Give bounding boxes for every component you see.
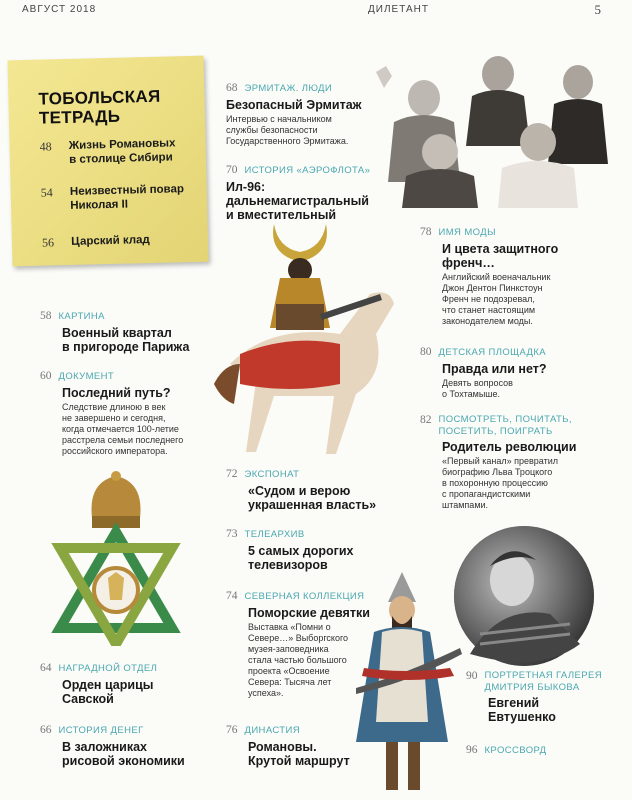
category-label: КАРТИНА: [58, 311, 105, 322]
notebook-title: ТОБОЛЬСКАЯ ТЕТРАДЬ: [38, 86, 161, 128]
page-number: 74: [226, 590, 238, 602]
entry-description: Девять вопросов о Тохтамыше.: [442, 378, 513, 399]
toc-entry-aeroflot[interactable]: [226, 160, 370, 222]
toc-entry-portrait-gallery[interactable]: [466, 670, 602, 724]
entry-title: Военный квартал в пригороде Парижа: [62, 326, 190, 354]
entry-title: Романовы. Крутой маршрут: [248, 740, 350, 768]
entry-page-number: 54: [40, 185, 53, 200]
notebook-entry[interactable]: [39, 136, 176, 167]
entry-title: Правда или нет?: [442, 362, 547, 376]
page-number: 76: [226, 724, 238, 736]
page-number: 64: [40, 662, 52, 674]
page-number: 66: [40, 724, 52, 736]
category-label: ЭКСПОНАТ: [244, 469, 300, 480]
entry-title: Неизвестный повар Николая II: [69, 183, 185, 212]
page-number: 5: [594, 2, 602, 17]
category-label: ДОКУМЕНТ: [58, 371, 115, 382]
page-number: 68: [226, 82, 238, 94]
entry-description: Следствие длиною в век не завершено и сегодня, когда отмечается 100-летие расстрела семьи последнего российского императора.: [62, 402, 184, 456]
category-label: ЭРМИТАЖ. ЛЮДИ: [244, 83, 333, 94]
entry-page-number: 56: [41, 235, 55, 250]
category-label: ПОСМОТРЕТЬ, ПОЧИТАТЬ, ПОСЕТИТЬ, ПОИГРАТЬ: [438, 414, 572, 437]
entry-description: Интервью с начальником службы безопасности Государственного Эрмитажа.: [226, 114, 349, 146]
category-label: ПОРТРЕТНАЯ ГАЛЕРЕЯ ДМИТРИЯ БЫКОВА: [484, 670, 602, 693]
category-label: НАГРАДНОЙ ОТДЕЛ: [58, 663, 158, 674]
page-number: 72: [226, 468, 238, 480]
entry-title: Родитель революции: [442, 440, 577, 454]
entry-title: Поморские девятки: [248, 606, 370, 620]
samurai-illustration: [210, 214, 408, 464]
page-number: 82: [420, 414, 432, 426]
entry-title: Евгений Евтушенко: [488, 696, 556, 724]
toc-entry-awards[interactable]: [40, 658, 157, 706]
order-of-queen-of-sheba-image: [48, 468, 184, 646]
entry-description: Выставка «Помни о Севере…» Выборгского музея-заповедника стала частью большого проекта «Освоение Севера: Тысяча лет успеха».: [248, 622, 349, 698]
page-number: 90: [466, 670, 478, 682]
category-label: КРОССВОРД: [484, 745, 547, 756]
entry-title: Последний путь?: [62, 386, 171, 400]
notebook-entry[interactable]: [41, 182, 185, 213]
toc-entry-northern-collection[interactable]: [226, 586, 370, 699]
entry-title: И цвета защитного френч…: [442, 242, 559, 270]
category-label: ИСТОРИЯ ДЕНЕГ: [58, 725, 144, 736]
toc-entry-money-history[interactable]: [40, 720, 185, 768]
yevtushenko-portrait: [450, 524, 598, 668]
entry-title: Безопасный Эрмитаж: [226, 98, 362, 112]
toc-entry-painting[interactable]: [40, 306, 189, 354]
magazine-name: ДИЛЕТАНТ: [368, 4, 429, 15]
toc-entry-playground[interactable]: [420, 342, 547, 400]
entry-title: Ил-96: дальнемагистральный и вместительный: [226, 180, 369, 222]
entry-title: Орден царицы Савской: [62, 678, 154, 706]
toc-entry-exhibit[interactable]: [226, 464, 376, 512]
page-number: 73: [226, 528, 238, 540]
category-label: ДИНАСТИЯ: [244, 725, 300, 736]
toc-entry-hermitage[interactable]: [226, 78, 362, 147]
category-label: ДЕТСКАЯ ПЛОЩАДКА: [438, 347, 547, 358]
entry-title: 5 самых дорогих телевизоров: [248, 544, 354, 572]
leaders-photo: [368, 52, 616, 208]
toc-entry-watch-read[interactable]: [420, 414, 576, 511]
entry-title: Жизнь Романовых в столице Сибири: [68, 137, 176, 166]
page-number: 58: [40, 310, 52, 322]
tobolsk-notebook-card: [8, 56, 209, 267]
page-number: 96: [466, 744, 478, 756]
entry-page-number: 48: [39, 139, 52, 154]
toc-entry-crossword[interactable]: [466, 740, 546, 758]
entry-title: В заложниках рисовой экономики: [62, 740, 185, 768]
entry-description: Английский военачальник Джон Дентон Пинкстоун Френч не подозревал, что станет настоящим законодателем моды.: [442, 272, 551, 326]
entry-title: «Судом и верою украшенная власть»: [248, 484, 377, 512]
toc-entry-dynasty[interactable]: [226, 720, 350, 768]
entry-description: «Первый канал» превратил биографию Льва Троцкого в похоронную процессию с пропагандистскими штампами.: [442, 456, 559, 510]
category-label: СЕВЕРНАЯ КОЛЛЕКЦИЯ: [244, 591, 365, 602]
page-number: 80: [420, 346, 432, 358]
issue-date: АВГУСТ 2018: [22, 4, 97, 15]
notebook-entry[interactable]: [42, 233, 150, 250]
page-number: 60: [40, 370, 52, 382]
toc-entry-document[interactable]: [40, 366, 183, 457]
category-label: ТЕЛЕАРХИВ: [244, 529, 305, 540]
entry-title: Царский клад: [71, 234, 150, 248]
toc-entry-fashion[interactable]: [420, 222, 558, 327]
page-number: 70: [226, 164, 238, 176]
toc-entry-tvarchive[interactable]: [226, 524, 354, 572]
page-number: 78: [420, 226, 432, 238]
category-label: ИМЯ МОДЫ: [438, 227, 496, 238]
category-label: ИСТОРИЯ «АЭРОФЛОТА»: [244, 165, 371, 176]
